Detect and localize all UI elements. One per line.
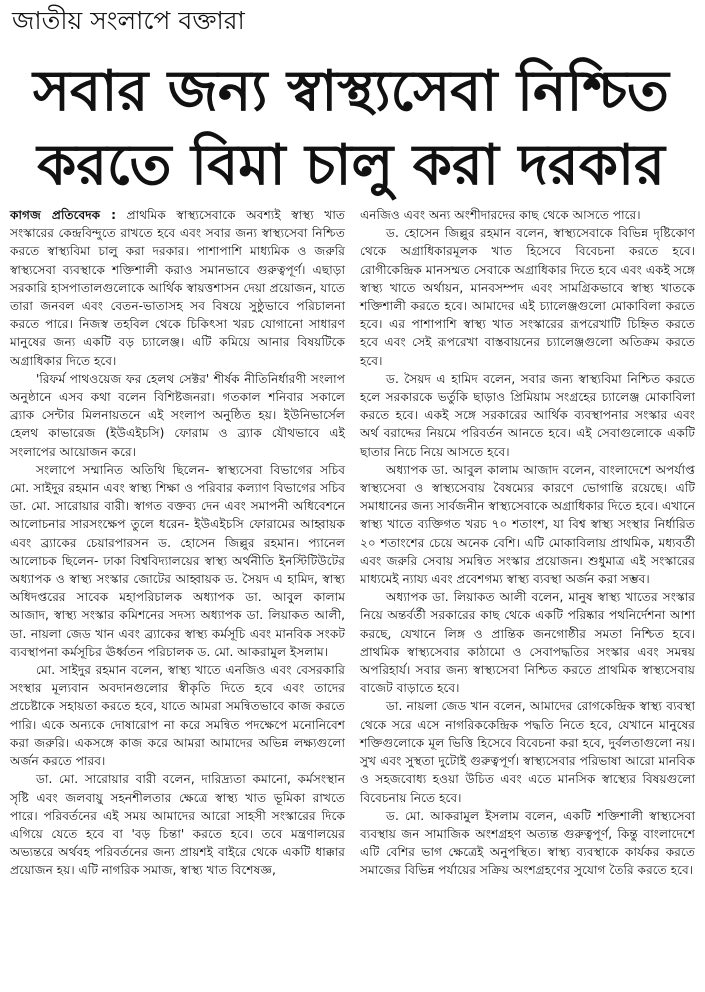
paragraph: ড. হোসেন জিল্লুর রহমান বলেন, স্বাস্থ্যসেবাকে বিভিন্ন দৃষ্টিকোণ থেকে অগ্রাধিকারমূলক খাত হিসেবে বিবেচনা করতে হবে। রোগীকেন্দ্রিক মানসম্মত সেবাকে অগ্রাধিকার দিতে হবে এবং একই সঙ্গে স্বাস্থ্য খাতে অর্থায়ন, মানবসম্পদ এবং সামগ্রিকভাবে স্বাস্থ্য খাতকে শক্তিশালী করতে হবে। আমাদের এই চ্যালেঞ্জগুলো মোকাবিলা করতে হবে। এর পাশাপাশি স্বাস্থ্য খাত সংস্কারের রূপরেখাটি চিহ্নিত করতে হবে এবং সেই রূপরেখা বাস্তবায়নের চ্যালেঞ্জগুলো অতিক্রম করতে হবে।: [360, 226, 695, 368]
article-kicker: জাতীয় সংলাপে বক্তারা: [12, 6, 245, 35]
paragraph: [10, 206, 345, 370]
paragraph: অধ্যাপক ডা. লিয়াকত আলী বলেন, মানুষ স্বাস্থ্য খাতের সংস্কার নিয়ে অন্তর্বর্তী সরকারের কাছ থেকে একটি পরিষ্কার পথনির্দেশনা আশা করছে, যেখানে লিঙ্গ ও প্রান্তিক জনগোষ্ঠীর সমতা নিশ্চিত হবে। প্রাথমিক স্বাস্থ্যসেবার কাঠামো ও সেবাপদ্ধতির সংস্কার এবং সমন্বয় অপরিহার্য। সবার জন্য স্বাস্থ্যসেবা নিশ্চিত করতে প্রাথমিক স্বাস্থ্যসেবায় বাজেট বাড়াতে হবে।: [360, 590, 695, 696]
byline: কাগজ প্রতিবেদক :: [10, 208, 117, 222]
paragraph: ডা. নায়লা জেড খান বলেন, আমাদের রোগকেন্দ্রিক স্বাস্থ্য ব্যবস্থা থেকে সরে এসে নাগরিককেন্দ্রিক পদ্ধতি নিতে হবে, যেখানে মানুষের শক্তিগুলোকে মূল ভিত্তি হিসেবে বিবেচনা করা হবে, দুর্বলতাগুলো নয়। সুখ এবং সুস্থতা দুটোই গুরুত্বপূর্ণ। স্বাস্থ্যসেবার পরিভাষা আরো মানবিক ও সহজবোধ্য হওয়া উচিত এবং এতে মানসিক স্বাস্থ্যের বিষয়গুলো বিবেচনায় নিতে হবে।: [360, 699, 695, 805]
paragraph: ড. মো. আকরামুল ইসলাম বলেন, একটি শক্তিশালী স্বাস্থ্যসেবা ব্যবস্থায় জন সামাজিক অংশগ্রহণ অত্যন্ত গুরুত্বপূর্ণ, কিন্তু বাংলাদেশে এটি বেশির ভাগ ক্ষেত্রেই অনুপস্থিত। স্বাস্থ্য ব্যবস্থাকে কার্যকর করতে সমাজের বিভিন্ন পর্যায়ের সক্রিয় অংশগ্রহণের সুযোগ তৈরি করতে হবে।: [360, 808, 695, 878]
paragraph: অধ্যাপক ডা. আবুল কালাম আজাদ বলেন, বাংলাদেশে অপর্যাপ্ত স্বাস্থ্যসেবা ও স্বাস্থ্যসেবায় বৈষম্যের কারণে ভোগান্তি রয়েছে। এটি সমাধানের জন্য সার্বজনীন স্বাস্থ্যসেবাকে অগ্রাধিকার দিতে হবে। এখানে স্বাস্থ্য খাতে ব্যক্তিগত খরচ ৭০ শতাংশ, যা বিশ্ব স্বাস্থ্য সংস্থার নির্ধারিত ২০ শতাংশের চেয়ে অনেক বেশি। এটি মোকাবিলায় প্রাথমিক, মধ্যবর্তী এবং জরুরি সেবায় সমন্বিত সংস্কার প্রয়োজন। শুধুমাত্র এই সংস্কারের মাধ্যমেই ন্যায্য এবং প্রবেশগম্য স্বাস্থ্য ব্যবস্থা অর্জন করা সম্ভব।: [360, 462, 695, 587]
right-column: [360, 206, 695, 880]
headline-line-2: করতে বিমা চালু করা দরকার: [37, 133, 665, 198]
paragraph: এনজিও এবং অন্য অংশীদারদের কাছ থেকে আসতে পারে।: [360, 208, 641, 222]
paragraph-text: প্রাথমিক স্বাস্থ্যসেবাকে অবশ্যই স্বাস্থ্য খাত সংস্কারের কেন্দ্রবিন্দুতে রাখতে হবে এবং সবার জন্য স্বাস্থ্যসেবা নিশ্চিত করতে স্বাস্থ্যবিমা চালু করা দরকার। পাশাপাশি মাধ্যমিক ও জরুরি স্বাস্থ্যসেবা ব্যবস্থাকে শক্তিশালী করাও সমানভাবে গুরুত্বপূর্ণ। এছাড়া সরকারি হাসপাতালগুলোকে আর্থিক স্বায়ত্তশাসন দেয়া প্রয়োজন, যাতে তারা জনবল এবং বেতন-ভাতাসহ সব বিষয়ে সুষ্ঠুভাবে পরিচালনা করতে পারে। নিজস্ব তহবিল থেকে চিকিৎসা খরচ যোগানো সাধারণ মানুষের জন্য একটি বড় চ্যালেঞ্জ। এটি কমিয়ে আনার বিষয়টিকে অগ্রাধিকার দিতে হবে।: [10, 208, 346, 368]
headline-line-1: সবার জন্য স্বাস্থ্যসেবা নিশ্চিত: [33, 59, 669, 124]
left-column: [10, 206, 345, 880]
paragraph: ড. সৈয়দ এ হামিদ বলেন, সবার জন্য স্বাস্থ্যবিমা নিশ্চিত করতে হলে সরকারকে ভর্তুকি ছাড়াও প্রিমিয়াম সংগ্রহের চ্যালেঞ্জ মোকাবিলা করতে হবে। একই সঙ্গে সরকারের আর্থিক ব্যবস্থাপনার সংস্কার এবং অর্থ বরাদ্দের নিয়মে পরিবর্তন আনতে হবে। এই সেবাগুলোকে একটি ছাতার নিচে নিয়ে আসতে হবে।: [360, 371, 695, 459]
paragraph: 'রিফর্ম পাথওয়েজ ফর হেলথ সেক্টর' শীর্ষক নীতিনির্ধারণী সংলাপ অনুষ্ঠানে এসব কথা বলেন বিশিষ্টজনরা। গতকাল শনিবার সকালে ব্র্যাক সেন্টার মিলনায়তনে এই সংলাপ অনুষ্ঠিত হয়। ইউনিভার্সেল হেলথ কাভারেজ (ইউএইচসি) ফোরাম ও ব্র্যাক যৌথভাবে এই সংলাপের আয়োজন করে।: [10, 371, 345, 459]
paragraph: মো. সাইদুর রহমান বলেন, স্বাস্থ্য খাতে এনজিও এবং বেসরকারি সংস্থার মূল্যবান অবদানগুলোর স্বীকৃতি দিতে হবে এবং তাদের প্রচেষ্টাকে সহায়তা করতে হবে, যাতে আমরা সমন্বিতভাবে কাজ করতে পারি। একে অন্যকে দোষারোপ না করে সমন্বিত পদক্ষেপে মনোনিবেশ করা জরুরি। একসঙ্গে কাজ করে আমরা আমাদের অভিন্ন লক্ষ্যগুলো অর্জন করতে পারব।: [10, 663, 345, 769]
paragraph: ডা. মো. সারোয়ার বারী বলেন, দারিদ্র্যতা কমানো, কর্মসংস্থান সৃষ্টি এবং জলবায়ু সহনশীলতার ক্ষেত্রে স্বাস্থ্য খাত ভূমিকা রাখতে পারে। পরিবর্তনের এই সময় আমাদের আরো সাহসী সংস্কারের দিকে এগিয়ে যেতে হবে বা 'বড় চিন্তা' করতে হবে। তবে মন্ত্রণালয়ের অভ্যন্তরে অর্থবহ পরিবর্তনের জন্য প্রায়শই বাইরে থেকে একটি ধাক্কার প্রয়োজন হয়। এটি নাগরিক সমাজ, স্বাস্থ্য খাত বিশেষজ্ঞ,: [10, 772, 345, 878]
paragraph: সংলাপে সম্মানিত অতিথি ছিলেন- স্বাস্থ্যসেবা বিভাগের সচিব মো. সাইদুর রহমান এবং স্বাস্থ্য শিক্ষা ও পরিবার কল্যাণ বিভাগের সচিব ডা. মো. সারোয়ার বারী। স্বাগত বক্তব্য দেন এবং সমাপনী অধিবেশনে আলোচনার সারসংক্ষেপ তুলে ধরেন- ইউএইচসি ফোরামের আহ্বায়ক এবং ব্র্যাকের চেয়ারপারসন ড. হোসেন জিল্লুর রহমান। প্যানেল আলোচক ছিলেন- ঢাকা বিশ্ববিদ্যালয়ের স্বাস্থ্য অর্থনীতি ইনস্টিটিউটের অধ্যাপক ও স্বাস্থ্য সংস্কার জোটের আহ্বায়ক ড. সৈয়দ এ হামিদ, স্বাস্থ্য অধিদপ্তরের সাবেক মহাপরিচালক অধ্যাপক ডা. আবুল কালাম আজাদ, স্বাস্থ্য সংস্কার কমিশনের সদস্য অধ্যাপক ডা. লিয়াকত আলী, ডা. নায়লা জেড খান এবং ব্র্যাকের স্বাস্থ্য কর্মসূচি এবং মানবিক সংকট ব্যবস্থাপনা কর্মসূচির ঊর্ধ্বতন পরিচালক ড. মো. আকরামুল ইসলাম।: [10, 462, 345, 659]
